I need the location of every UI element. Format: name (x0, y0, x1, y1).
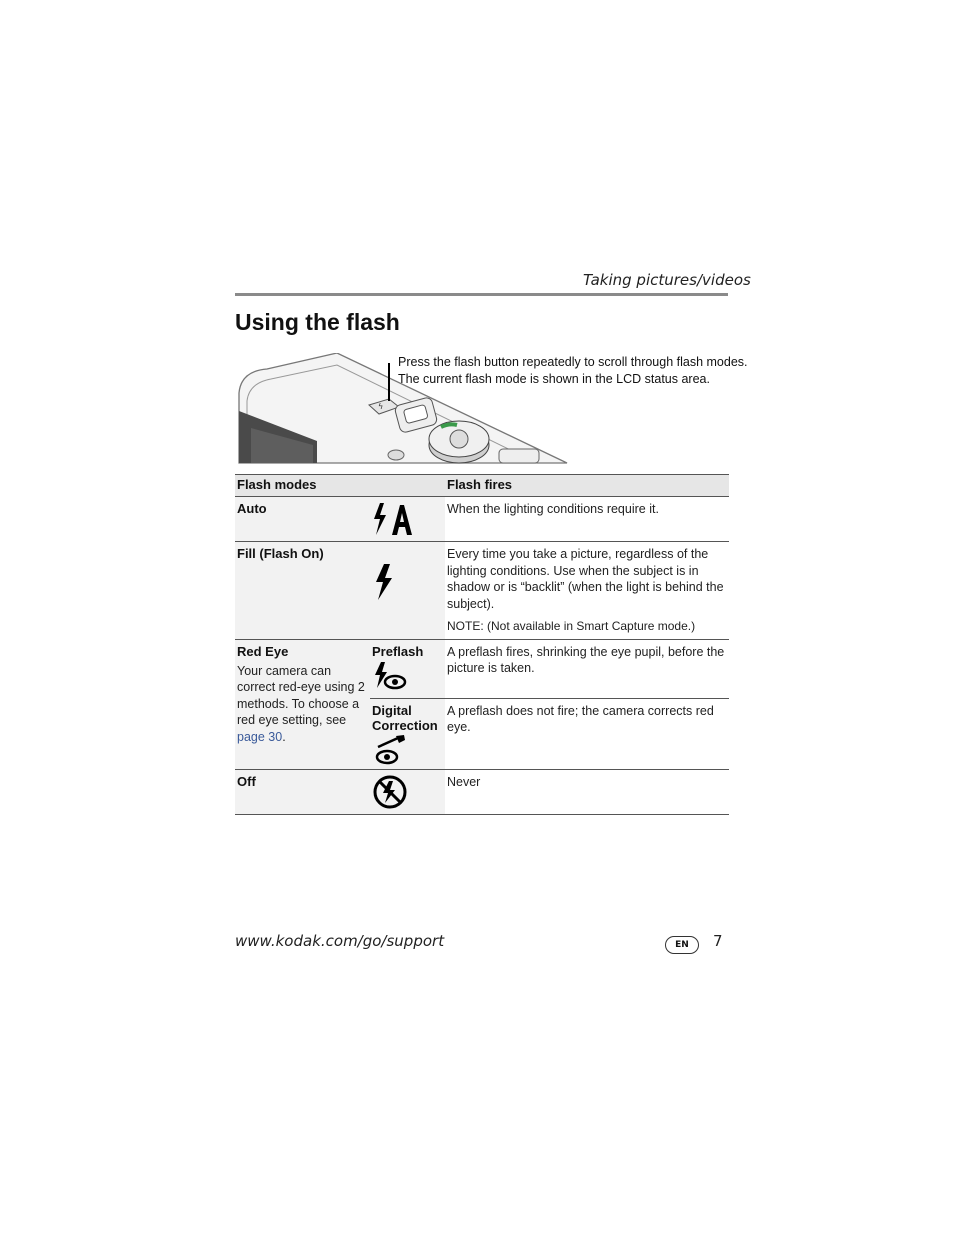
redeye-sub-text (237, 663, 368, 746)
footer-url: www.kodak.com/go/support (235, 932, 445, 950)
col-flash-fires: Flash fires (445, 475, 729, 497)
fill-icon-cell (370, 542, 445, 640)
flash-off-icon (372, 774, 408, 810)
callout-line-1: Press the flash button repeatedly to scroll through flash modes. (398, 355, 748, 369)
red-eye-preflash-icon (372, 661, 408, 693)
mode-auto: Auto (235, 497, 370, 542)
redeye-sub-body: Your camera can correct red-eye using 2 methods. To choose a red eye setting, see (237, 663, 365, 727)
desc-preflash: A preflash fires, shrinking the eye pupil, before the picture is taken. (445, 639, 729, 698)
callout-line (388, 363, 390, 401)
mode-off: Off (235, 769, 370, 814)
row-off (235, 769, 729, 814)
digital-cell (370, 698, 445, 769)
col-flash-modes: Flash modes (235, 475, 445, 497)
digital-label-line-2: Correction (372, 717, 438, 733)
callout-text (398, 354, 748, 388)
flash-modes-table (235, 474, 729, 815)
row-fill (235, 542, 729, 640)
fill-note: NOTE: (Not available in Smart Capture mode.) (447, 619, 696, 633)
callout-line-2: The current flash mode is shown in the LCD status area. (398, 372, 710, 386)
red-eye-digital-icon (372, 735, 408, 765)
page-title: Using the flash (235, 309, 400, 335)
row-redeye-preflash (235, 639, 729, 698)
svg-text:ϟ: ϟ (378, 402, 384, 411)
flash-auto-icon (372, 501, 416, 537)
desc-fill (445, 542, 729, 640)
flash-on-icon (372, 562, 402, 602)
preflash-label: Preflash (372, 643, 424, 659)
table-header (235, 475, 729, 497)
preflash-cell (370, 639, 445, 698)
desc-off: Never (445, 769, 729, 814)
row-auto (235, 497, 729, 542)
desc-auto: When the lighting conditions require it. (445, 497, 729, 542)
auto-icon-cell (370, 497, 445, 542)
page-30-link[interactable]: page 30 (237, 729, 283, 744)
digital-label-line-1: Digital (372, 702, 412, 718)
language-badge: EN (665, 936, 699, 954)
off-icon-cell (370, 769, 445, 814)
redeye-period: . (282, 729, 286, 744)
mode-fill: Fill (Flash On) (235, 542, 370, 640)
mode-redeye-cell (235, 639, 370, 769)
desc-digital: A preflash does not fire; the camera corrects red eye. (445, 698, 729, 769)
page-number: 7 (713, 932, 723, 950)
mode-redeye: Red Eye (237, 643, 289, 659)
fill-desc-text: Every time you take a picture, regardless of the lighting conditions. Use when the subject is in shadow or is “backlit” (when the light is behind the subject). (447, 547, 724, 611)
header-rule (235, 293, 728, 296)
section-header: Taking pictures/videos (583, 271, 751, 289)
